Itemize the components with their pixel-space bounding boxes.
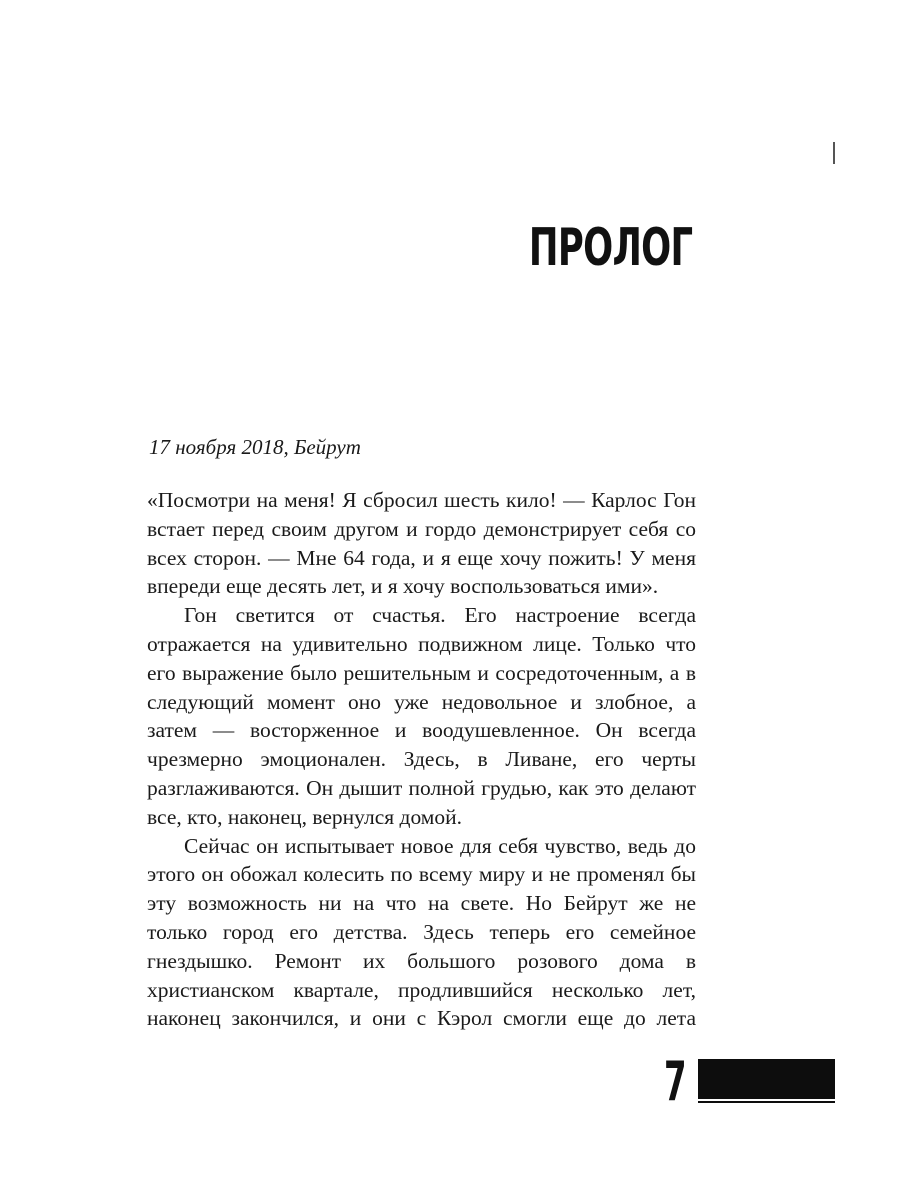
page-edge-mark — [833, 142, 835, 164]
chapter-title: ПРОЛОГ — [528, 218, 692, 278]
page-number-rule — [698, 1101, 835, 1103]
paragraph-2: Гон светится от счастья. Его настроение всегда отражается на удивительно подвижном лице. Только что его выражение было решительным и сосредоточенным, а в следующий момент оно уже недовольное и злобное, а затем — восторженное и воодушевленное. Он всегда чрезмерно эмоционален. Здесь, в Ливане, его черты разглаживаются. Он дышит полной грудью, как это делают все, кто, наконец, вернулся домой. — [147, 603, 696, 829]
page-number: 7 — [664, 1050, 687, 1113]
body-text — [147, 486, 696, 1033]
dateline: 17 ноября 2018, Бейрут — [149, 435, 361, 459]
page-number-bar — [698, 1059, 835, 1099]
paragraph-1: «Посмотри на меня! Я сбросил шесть кило! — Карлос Гон встает перед своим другом и гордо демонстрирует себя со всех сторон. — Мне 64 года, и я еще хочу пожить! У меня впереди еще десять лет, и я хочу воспользоваться ими». — [147, 488, 696, 599]
paragraph-3: Сейчас он испытывает новое для себя чувство, ведь до этого он обожал колесить по всему миру и не променял бы эту возможность ни на что на свете. Но Бейрут же не только город его детства. Здесь теперь его семейное гнездышко. Ремонт их большого розового дома в христианском квартале, продлившийся несколько лет, наконец закончился, и они с Кэрол смогли еще до лета — [147, 833, 696, 1031]
